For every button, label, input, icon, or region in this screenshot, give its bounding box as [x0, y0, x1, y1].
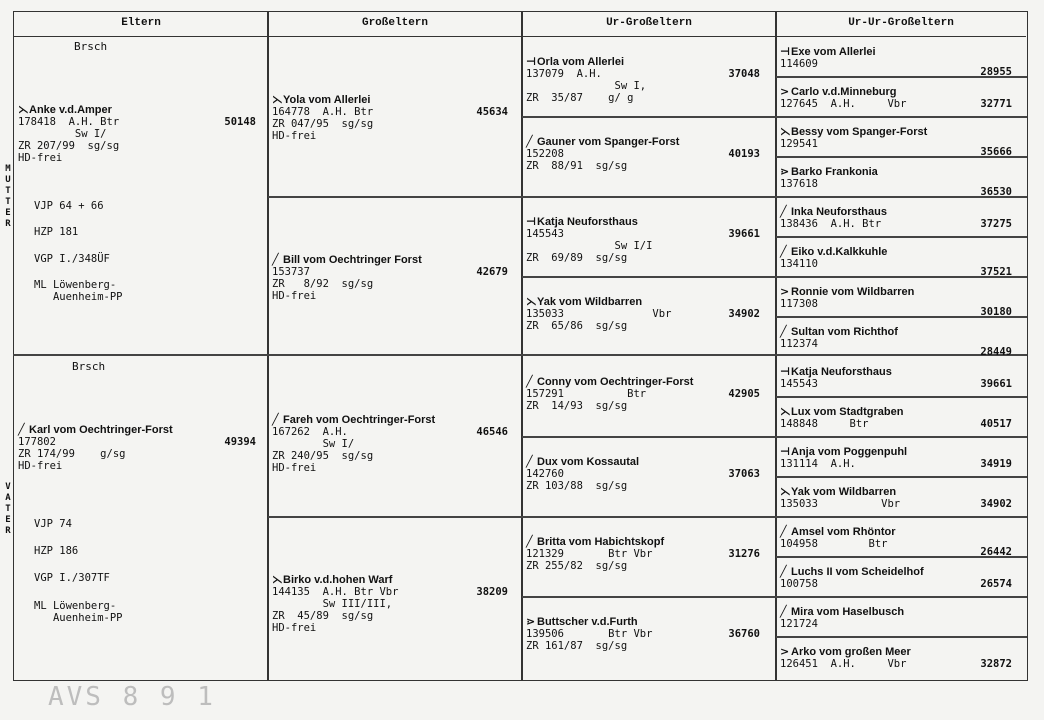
great-great-grandparent-line-1: 126451 A.H. Vbr	[780, 658, 907, 670]
great-grandparent-reg-row	[526, 468, 760, 480]
grandparent-reg-row	[272, 586, 508, 598]
great-great-grandparent-entry	[780, 46, 1012, 78]
great-grandparent-reg: 39661	[728, 228, 760, 240]
father-line-2: ZR 174/99 g/sg	[18, 448, 126, 460]
marker-icon: ╱	[272, 413, 279, 426]
grid-line	[267, 11, 269, 681]
great-grandparent-line-1: 121329 Btr Vbr	[526, 548, 653, 560]
mother-entry	[18, 104, 256, 164]
great-great-grandparent-line-1: 117308	[780, 298, 818, 310]
great-grandparent-line-1: 157291 Btr	[526, 388, 647, 400]
grid-line	[775, 11, 777, 681]
great-great-grandparent-line-1: 134110	[780, 258, 818, 270]
mother-name: Anke v.d.Amper	[29, 104, 112, 116]
great-great-grandparent-name: Luchs II vom Scheidelhof	[791, 566, 924, 578]
great-great-grandparent-name-line	[780, 566, 1012, 578]
mother-line-1: 178418 A.H. Btr	[18, 116, 120, 128]
great-grandparent-reg: 37048	[728, 68, 760, 80]
grandparent-name-line	[272, 254, 508, 266]
grandparent-reg: 46546	[476, 426, 508, 438]
header-eltern: Eltern	[14, 12, 268, 37]
side-label-mutter: MUTTER	[5, 164, 11, 229]
marker-icon: ⊣	[780, 365, 791, 378]
great-grandparent-line-1: 152208	[526, 148, 564, 160]
marker-icon: >	[780, 85, 790, 98]
great-great-grandparent-name: Sultan vom Richthof	[791, 326, 898, 338]
great-great-grandparent-entry	[780, 566, 1012, 590]
great-great-grandparent-reg: 32872	[980, 658, 1012, 670]
great-great-grandparent-entry	[780, 166, 1012, 198]
great-grandparent-entry	[526, 296, 760, 332]
marker-icon: ╱	[780, 605, 787, 618]
great-great-grandparent-reg-row	[780, 618, 1012, 630]
great-great-grandparent-reg-row	[780, 218, 1012, 230]
great-great-grandparent-name-line	[780, 246, 1012, 258]
mother-info-3: VGP I./348ÜF	[34, 253, 110, 265]
great-great-grandparent-reg: 37521	[980, 266, 1012, 278]
father-reg-row	[18, 436, 256, 448]
great-great-grandparent-line-1: 129541	[780, 138, 818, 150]
great-great-grandparent-name: Inka Neuforsthaus	[791, 206, 887, 218]
grandparent-line: ZR 8/92 sg/sg	[272, 278, 374, 290]
great-great-grandparent-reg: 35666	[980, 146, 1012, 158]
marker-icon: ⋗	[780, 165, 790, 178]
great-great-grandparent-entry	[780, 366, 1012, 390]
marker-icon: >	[780, 285, 790, 298]
great-great-grandparent-name: Ronnie vom Wildbarren	[791, 286, 915, 298]
great-great-grandparent-name: Arko vom großen Meer	[791, 646, 911, 658]
grid-line	[522, 436, 1027, 438]
great-grandparent-line: ZR 14/93 sg/sg	[526, 400, 628, 412]
grandparent-line: HD-frei	[272, 130, 317, 142]
great-great-grandparent-entry	[780, 246, 1012, 278]
mother-line-3: ZR 207/99 sg/sg	[18, 140, 120, 152]
marker-icon: ⊣	[780, 445, 791, 458]
father-line-1: 177802	[18, 436, 56, 448]
great-great-grandparent-name-line	[780, 206, 1012, 218]
great-great-grandparent-name-line	[780, 406, 1012, 418]
great-great-grandparent-reg: 32771	[980, 98, 1012, 110]
great-great-grandparent-reg-row	[780, 378, 1012, 390]
great-great-grandparent-name: Yak vom Wildbarren	[791, 486, 897, 498]
great-great-grandparent-line-1: 121724	[780, 618, 818, 630]
great-grandparent-name: Yak vom Wildbarren	[537, 296, 643, 308]
great-great-grandparent-name: Anja vom Poggenpuhl	[791, 446, 908, 458]
great-great-grandparent-line-1: 100758	[780, 578, 818, 590]
grandparent-line: Sw I/	[272, 438, 355, 450]
grandparent-reg: 38209	[476, 586, 508, 598]
great-great-grandparent-entry	[780, 606, 1012, 630]
header-ur-grosseltern: Ur-Großeltern	[522, 12, 776, 37]
grandparent-entry	[272, 414, 508, 474]
mother-info-4: ML Löwenberg-	[34, 279, 117, 291]
great-great-grandparent-reg: 30180	[980, 306, 1012, 318]
marker-icon: ╱	[526, 135, 533, 148]
great-grandparent-line: ZR 103/88 sg/sg	[526, 480, 628, 492]
great-great-grandparent-name: Eiko v.d.Kalkkuhle	[791, 246, 888, 258]
great-great-grandparent-reg: 36530	[980, 186, 1012, 198]
great-great-grandparent-entry	[780, 286, 1012, 318]
great-grandparent-reg: 42905	[728, 388, 760, 400]
great-great-grandparent-line-1: 112374	[780, 338, 818, 350]
great-grandparent-entry	[526, 536, 760, 572]
great-great-grandparent-name: Mira vom Haselbusch	[791, 606, 905, 618]
great-grandparent-reg-row	[526, 148, 760, 160]
marker-icon: ╱	[18, 423, 25, 436]
marker-icon: ⊣	[780, 45, 791, 58]
grandparent-reg-row	[272, 106, 508, 118]
faded-stamp: AVS 8 9 1	[48, 682, 216, 712]
great-great-grandparent-reg: 40517	[980, 418, 1012, 430]
great-great-grandparent-reg-row	[780, 498, 1012, 510]
great-great-grandparent-name-line	[780, 286, 1012, 298]
great-great-grandparent-reg: 39661	[980, 378, 1012, 390]
great-great-grandparent-entry	[780, 646, 1012, 670]
great-great-grandparent-reg: 26442	[980, 546, 1012, 558]
great-great-grandparent-line-1: 138436 A.H. Btr	[780, 218, 882, 230]
grandparent-reg-row	[272, 426, 508, 438]
marker-icon: ╱	[526, 535, 533, 548]
great-grandparent-line-1: 142760	[526, 468, 564, 480]
marker-icon: ⋋	[18, 103, 29, 116]
marker-icon: ╱	[780, 325, 787, 338]
father-info-5: Auenheim-PP	[34, 612, 123, 624]
great-grandparent-entry	[526, 616, 760, 652]
marker-icon: ╱	[780, 205, 787, 218]
great-grandparent-name: Dux vom Kossautal	[537, 456, 640, 468]
great-grandparent-reg: 36760	[728, 628, 760, 640]
great-great-grandparent-name: Katja Neuforsthaus	[791, 366, 892, 378]
grandparent-line: ZR 240/95 sg/sg	[272, 450, 374, 462]
great-grandparent-entry	[526, 136, 760, 172]
great-grandparent-name-line	[526, 536, 760, 548]
grid-line	[776, 636, 1027, 638]
marker-icon: ⊣	[526, 55, 537, 68]
mother-info-2: HZP 181	[34, 226, 79, 238]
great-grandparent-line: ZR 69/89 sg/sg	[526, 252, 628, 264]
great-great-grandparent-reg: 28955	[980, 66, 1012, 78]
father-info-3: VGP I./307TF	[34, 572, 110, 584]
mother-line-4: HD-frei	[18, 152, 63, 164]
great-grandparent-line: ZR 65/86 sg/sg	[526, 320, 628, 332]
great-grandparent-reg-row	[526, 628, 760, 640]
grandparent-line-1: 164778 A.H. Btr	[272, 106, 374, 118]
father-reg: 49394	[224, 436, 256, 448]
great-grandparent-line: ZR 161/87 sg/sg	[526, 640, 628, 652]
mother-name-line	[18, 104, 256, 116]
great-great-grandparent-name-line	[780, 366, 1012, 378]
grandparent-line-1: 144135 A.H. Btr Vbr	[272, 586, 399, 598]
great-great-grandparent-name-line	[780, 126, 1012, 138]
great-grandparent-line-1: 137079 A.H.	[526, 68, 602, 80]
great-great-grandparent-entry	[780, 526, 1012, 558]
father-info-4: ML Löwenberg-	[34, 600, 117, 612]
grid-line	[776, 396, 1027, 398]
great-great-grandparent-reg-row	[780, 458, 1012, 470]
great-grandparent-line: ZR 35/87 g/ g	[526, 92, 634, 104]
great-grandparent-reg-row	[526, 548, 760, 560]
great-great-grandparent-name-line	[780, 446, 1012, 458]
grid-line	[522, 116, 1027, 118]
marker-icon: ⋋	[272, 573, 283, 586]
great-grandparent-name-line	[526, 456, 760, 468]
grandparent-line: HD-frei	[272, 290, 317, 302]
grandparent-name: Fareh vom Oechtringer-Forst	[283, 414, 436, 426]
marker-icon: ⋗	[526, 615, 536, 628]
great-great-grandparent-entry	[780, 326, 1012, 358]
great-great-grandparent-reg: 37275	[980, 218, 1012, 230]
marker-icon: >	[780, 645, 790, 658]
great-great-grandparent-name-line	[780, 46, 1012, 58]
great-great-grandparent-name-line	[780, 646, 1012, 658]
grandparent-entry	[272, 574, 508, 634]
marker-icon: ╱	[526, 375, 533, 388]
great-great-grandparent-line-1: 131114 A.H.	[780, 458, 856, 470]
great-grandparent-line-1: 145543	[526, 228, 564, 240]
father-entry	[18, 424, 256, 472]
great-great-grandparent-reg: 26574	[980, 578, 1012, 590]
mother-brsch: Brsch	[74, 40, 108, 53]
great-great-grandparent-name: Carlo v.d.Minneburg	[791, 86, 897, 98]
great-grandparent-reg-row	[526, 228, 760, 240]
grandparent-reg: 45634	[476, 106, 508, 118]
great-great-grandparent-line-1: 148848 Btr	[780, 418, 869, 430]
great-grandparent-name-line	[526, 616, 760, 628]
great-grandparent-reg: 31276	[728, 548, 760, 560]
grandparent-reg-row	[272, 266, 508, 278]
mother-reg: 50148	[224, 116, 256, 128]
grandparent-line: Sw III/III,	[272, 598, 393, 610]
great-grandparent-line: Sw I,	[526, 80, 647, 92]
great-great-grandparent-reg: 34919	[980, 458, 1012, 470]
great-great-grandparent-entry	[780, 406, 1012, 430]
great-great-grandparent-name: Amsel vom Rhöntor	[791, 526, 896, 538]
great-grandparent-name: Conny vom Oechtringer-Forst	[537, 376, 694, 388]
great-grandparent-entry	[526, 216, 760, 264]
marker-icon: ⋋	[780, 405, 791, 418]
marker-icon: ⋋	[780, 485, 791, 498]
great-grandparent-reg: 34902	[728, 308, 760, 320]
grandparent-name: Bill vom Oechtringer Forst	[283, 254, 422, 266]
great-great-grandparent-entry	[780, 86, 1012, 110]
great-grandparent-name-line	[526, 216, 760, 228]
marker-icon: ⊣	[526, 215, 537, 228]
great-great-grandparent-line-1: 145543	[780, 378, 818, 390]
great-grandparent-entry	[526, 456, 760, 492]
great-great-grandparent-name-line	[780, 166, 1012, 178]
great-great-grandparent-line-1: 135033 Vbr	[780, 498, 901, 510]
great-great-grandparent-name-line	[780, 526, 1012, 538]
mother-info-1: VJP 64 + 66	[34, 200, 104, 212]
grandparent-line: ZR 047/95 sg/sg	[272, 118, 374, 130]
father-info-1: VJP 74	[34, 518, 72, 530]
great-grandparent-name: Gauner vom Spanger-Forst	[537, 136, 680, 148]
great-grandparent-reg-row	[526, 68, 760, 80]
great-grandparent-line: Sw I/I	[526, 240, 653, 252]
grid-line	[776, 236, 1027, 238]
great-grandparent-name-line	[526, 376, 760, 388]
marker-icon: ╱	[780, 525, 787, 538]
great-great-grandparent-name: Lux vom Stadtgraben	[791, 406, 904, 418]
great-grandparent-name: Buttscher v.d.Furth	[537, 616, 638, 628]
header-ur-ur-grosseltern: Ur-Ur-Großeltern	[776, 12, 1026, 37]
marker-icon: ╱	[526, 455, 533, 468]
great-great-grandparent-name-line	[780, 486, 1012, 498]
grandparent-line: ZR 45/89 sg/sg	[272, 610, 374, 622]
grid-line	[776, 476, 1027, 478]
marker-icon: ⋋	[526, 295, 537, 308]
great-great-grandparent-name: Bessy vom Spanger-Forst	[791, 126, 928, 138]
side-label-vater: VATER	[5, 482, 11, 536]
grandparent-reg: 42679	[476, 266, 508, 278]
great-great-grandparent-reg: 34902	[980, 498, 1012, 510]
great-grandparent-line: ZR 255/82 sg/sg	[526, 560, 628, 572]
great-grandparent-name-line	[526, 296, 760, 308]
grandparent-line: HD-frei	[272, 462, 317, 474]
great-grandparent-name-line	[526, 136, 760, 148]
great-great-grandparent-reg-row	[780, 418, 1012, 430]
grandparent-line-1: 153737	[272, 266, 310, 278]
great-great-grandparent-name: Exe vom Allerlei	[791, 46, 876, 58]
marker-icon: ⋋	[272, 93, 283, 106]
header-grosseltern: Großeltern	[268, 12, 522, 37]
great-great-grandparent-reg-row	[780, 98, 1012, 110]
great-grandparent-line-1: 139506 Btr Vbr	[526, 628, 653, 640]
great-great-grandparent-name: Barko Frankonia	[791, 166, 878, 178]
mother-line-2: Sw I/	[18, 128, 107, 140]
great-grandparent-entry	[526, 376, 760, 412]
great-grandparent-line: ZR 88/91 sg/sg	[526, 160, 628, 172]
grandparent-name-line	[272, 574, 508, 586]
father-line-3: HD-frei	[18, 460, 63, 472]
marker-icon: ⋋	[780, 125, 791, 138]
great-grandparent-name: Katja Neuforsthaus	[537, 216, 638, 228]
great-grandparent-name: Orla vom Allerlei	[537, 56, 625, 68]
great-great-grandparent-reg-row	[780, 658, 1012, 670]
father-info-2: HZP 186	[34, 545, 79, 557]
great-great-grandparent-line-1: 114609	[780, 58, 818, 70]
father-name-line	[18, 424, 256, 436]
great-great-grandparent-name-line	[780, 326, 1012, 338]
grid-line	[522, 596, 1027, 598]
great-grandparent-name-line	[526, 56, 760, 68]
great-great-grandparent-name-line	[780, 86, 1012, 98]
marker-icon: ╱	[272, 253, 279, 266]
great-great-grandparent-line-1: 137618	[780, 178, 818, 190]
grid-line	[268, 516, 1027, 518]
father-brsch: Brsch	[72, 360, 106, 373]
marker-icon: ╱	[780, 565, 787, 578]
grid-line	[521, 11, 523, 681]
great-great-grandparent-line-1: 127645 A.H. Vbr	[780, 98, 907, 110]
great-grandparent-reg: 37063	[728, 468, 760, 480]
great-great-grandparent-entry	[780, 206, 1012, 230]
great-great-grandparent-reg-row	[780, 578, 1012, 590]
great-great-grandparent-line-1: 104958 Btr	[780, 538, 888, 550]
great-great-grandparent-entry	[780, 486, 1012, 510]
grandparent-entry	[272, 254, 508, 302]
great-great-grandparent-entry	[780, 446, 1012, 470]
mother-reg-row	[18, 116, 256, 128]
marker-icon: ╱	[780, 245, 787, 258]
grandparent-name-line	[272, 94, 508, 106]
grandparent-entry	[272, 94, 508, 142]
grandparent-name-line	[272, 414, 508, 426]
great-great-grandparent-entry	[780, 126, 1012, 158]
great-grandparent-line-1: 135033 Vbr	[526, 308, 672, 320]
grandparent-line: HD-frei	[272, 622, 317, 634]
father-name: Karl vom Oechtringer-Forst	[29, 424, 173, 436]
great-great-grandparent-reg: 28449	[980, 346, 1012, 358]
mother-info-5: Auenheim-PP	[34, 291, 123, 303]
grandparent-name: Birko v.d.hohen Warf	[283, 574, 393, 586]
great-great-grandparent-name-line	[780, 606, 1012, 618]
grandparent-line-1: 167262 A.H.	[272, 426, 348, 438]
great-grandparent-reg-row	[526, 308, 760, 320]
great-grandparent-reg-row	[526, 388, 760, 400]
great-grandparent-name: Britta vom Habichtskopf	[537, 536, 665, 548]
great-grandparent-entry	[526, 56, 760, 104]
great-grandparent-reg: 40193	[728, 148, 760, 160]
grandparent-name: Yola vom Allerlei	[283, 94, 371, 106]
